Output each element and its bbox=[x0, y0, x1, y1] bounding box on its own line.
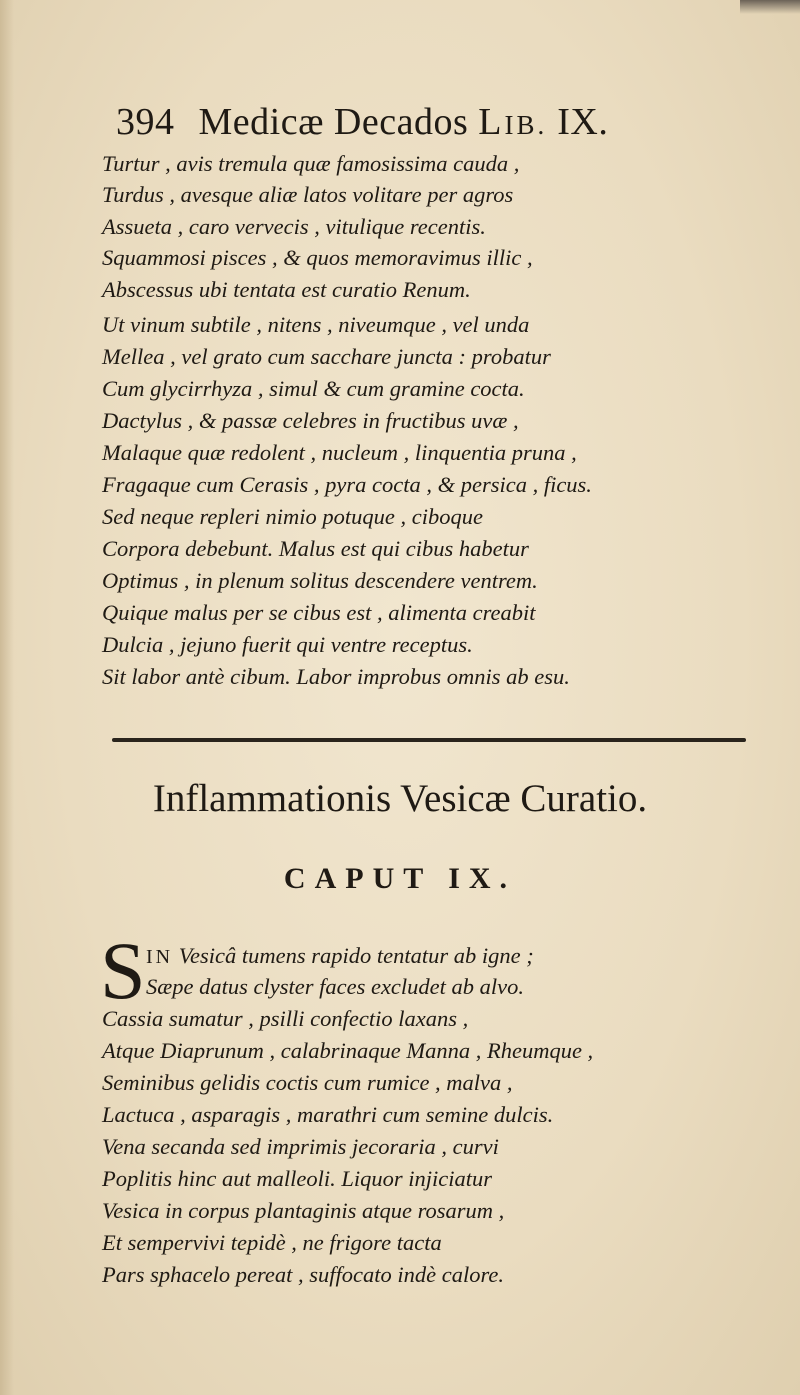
verse-line: Lactuca , asparagis , marathri cum semine dulcis. bbox=[102, 1102, 554, 1127]
verse-line: Malaque quæ redolent , nucleum , linquentia pruna , bbox=[102, 440, 577, 465]
verse-line: Dactylus , & passæ celebres in fructibus uvæ , bbox=[102, 408, 519, 433]
drop-cap: S bbox=[100, 925, 146, 1016]
verse-line: Turdus , avesque aliæ latos volitare per agros bbox=[102, 182, 514, 207]
verse-line: Turtur , avis tremula quæ famosissima cauda , bbox=[102, 151, 520, 176]
verse-line: Ut vinum subtile , nitens , niveumque , vel unda bbox=[102, 312, 530, 337]
verse-line: Cum glycirrhyza , simul & cum gramine cocta. bbox=[102, 376, 525, 401]
chapter-opening-line bbox=[146, 943, 534, 969]
verse-line: Fragaque cum Cerasis , pyra cocta , & persica , ficus. bbox=[102, 472, 592, 497]
page-gutter-shadow bbox=[0, 0, 14, 1395]
section-title: Inflammationis Vesicæ Curatio. bbox=[152, 777, 648, 820]
verse-line: Vena secanda sed imprimis jecoraria , curvi bbox=[102, 1134, 499, 1159]
verse-line: Quique malus per se cibus est , alimenta creabit bbox=[102, 600, 536, 625]
verse-line: Sed neque repleri nimio potuque , ciboque bbox=[102, 504, 483, 529]
verse-line: Pars sphacelo pereat , suffocato indè calore. bbox=[102, 1262, 505, 1287]
verse-line: Poplitis hinc aut malleoli. Liquor injiciatur bbox=[102, 1166, 493, 1191]
verse-line: Sit labor antè cibum. Labor improbus omnis ab esu. bbox=[102, 664, 570, 689]
verse-line: Optimus , in plenum solitus descendere ventrem. bbox=[102, 568, 538, 593]
book-number: IX. bbox=[557, 101, 609, 143]
chapter-heading: CAPUT IX. bbox=[283, 862, 517, 895]
verse-line: Vesica in corpus plantaginis atque rosarum , bbox=[102, 1198, 505, 1223]
verse-line: Seminibus gelidis coctis cum rumice , malva , bbox=[102, 1070, 513, 1095]
verse-line: Atque Diaprunum , calabrinaque Manna , Rheumque , bbox=[102, 1038, 594, 1063]
verse-line: Assueta , caro vervecis , vitulique recentis. bbox=[102, 214, 486, 239]
book-label-rest: IB. bbox=[504, 110, 548, 140]
verse-line: Dulcia , jejuno fuerit qui ventre receptus. bbox=[102, 632, 473, 657]
verse-line: Sæpe datus clyster faces excludet ab alvo. bbox=[146, 974, 525, 999]
verse-line: Corpora debebunt. Malus est qui cibus habetur bbox=[102, 536, 529, 561]
verse-line: Abscessus ubi tentata est curatio Renum. bbox=[102, 277, 471, 302]
opening-line-text: Vesicâ tumens rapido tentatur ab igne ; bbox=[173, 943, 534, 968]
section-divider-rule bbox=[112, 738, 746, 742]
verse-line: Squammosi pisces , & quos memoravimus illic , bbox=[102, 245, 533, 270]
page-number: 394 bbox=[116, 101, 175, 143]
verse-line: Mellea , vel grato cum sacchare juncta : probatur bbox=[102, 344, 551, 369]
verse-line: Cassia sumatur , psilli confectio laxans , bbox=[102, 1006, 469, 1031]
verse-line: Et sempervivi tepidè , ne frigore tacta bbox=[102, 1230, 442, 1255]
page-corner-shadow bbox=[740, 0, 800, 14]
running-title: Medicæ Decados bbox=[198, 101, 469, 143]
book-label-initial: L bbox=[478, 101, 505, 143]
opening-small-caps: IN bbox=[146, 946, 174, 968]
running-header bbox=[116, 100, 608, 144]
book-label bbox=[478, 101, 547, 143]
